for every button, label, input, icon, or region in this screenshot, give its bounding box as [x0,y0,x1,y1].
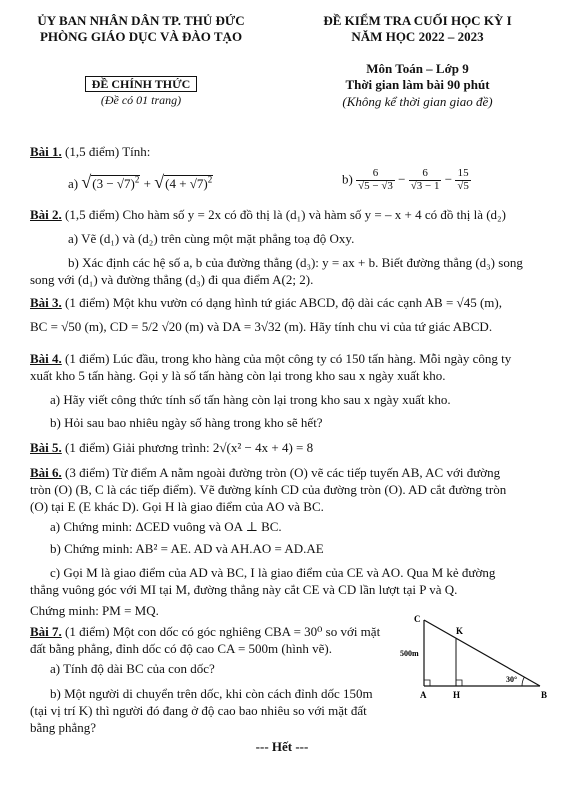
height-label: 500m [400,649,419,658]
bai7-b-line1: b) Một người di chuyển trên dốc, khi còn cách đỉnh dốc 150m [50,686,373,701]
bai7-line1 [30,625,380,640]
angle-label: 30° [506,675,518,684]
bai6-text3: (O) tại E (E khác D). Gọi H là giao điểm của AO và BC. [30,499,324,514]
bai4-label: Bài 4. [30,351,62,366]
bai4-text2: xuất kho 5 tấn hàng. Gọi y là số tấn hàng còn lại trong kho sau x ngày xuất kho. [30,368,446,383]
bai1-heading [30,145,150,160]
segment-cb [424,620,540,686]
bai7-text1: (1 điểm) Một con dốc có góc nghiêng CBA = 30⁰ so với mặt [65,624,381,639]
bai2-heading [30,208,506,223]
bai3-text1: (1 điểm) Một khu vườn có dạng hình tứ giác ABCD, độ dài các cạnh AB = √45 (m), [65,295,502,310]
bai6-c-line1: c) Gọi M là giao điểm của AD và BC, I là giao điểm của CE và AO. Qua M kẻ đường [50,565,496,580]
right-angle-a [424,680,430,686]
bai1-part-a: a) $√(3 - √7)^2 + √(4 + √7)^2$ [68,172,213,192]
bai1-b-frac1: $\frac{6}{√5 - √3}$ [358,167,393,192]
bai1-b-frac3: $\frac{15}{√5}$ [457,167,469,192]
end-marker: --- Hết --- [255,739,309,754]
bai7-b-line3: bằng phẳng? [30,720,97,735]
subject: Môn Toán – Lớp 9 [366,61,469,76]
header-department: PHÒNG GIÁO DỤC VÀ ĐÀO TẠO [39,29,243,44]
bai7-b-line2: (tại vị trí K) thì người đó đang ở độ cao bao nhiêu so với mặt đất [30,703,367,718]
point-h-label: H [453,690,461,700]
bai2-text: (1,5 điểm) Cho hàm số y = 2x có đồ thị là (d₁) và hàm số y = – x + 4 có đồ thị là (d₂) [65,207,506,222]
bai4-line1 [30,352,511,367]
bai3-line1 [30,296,502,311]
pages-note: (Đề có 01 trang) [100,93,182,107]
bai1-part-b: b) $\frac{6}{√5 - √3}$ − $\frac{6}{√3 - 1}$ − $\frac{15}{√5}$ [342,167,469,192]
bai7-label: Bài 7. [30,624,62,639]
school-year: NĂM HỌC 2022 – 2023 [351,29,484,44]
bai1-a-plus: + [143,176,151,191]
angle-arc-b [522,677,524,686]
bai4-a: a) Hãy viết công thức tính số tấn hàng còn lại trong kho sau x ngày xuất kho. [50,392,451,407]
bai6-a: a) Chứng minh: ΔCED vuông và OA ⊥ BC. [50,519,282,534]
bai5-label: Bài 5. [30,440,62,455]
bai6-text2: tròn (O) (B, C là các tiếp điểm). Vẽ đường kính CD của đường tròn (O). AD cắt đường tròn [30,482,507,497]
bai6-c-line3: Chứng minh: PM = MQ. [30,603,159,618]
bai2-b-line2: song với (d₁) và đường thẳng (d₃) đi qua điểm A(2; 2). [30,272,314,287]
bai3-label: Bài 3. [30,295,62,310]
bai6-c-line2: thẳng vuông góc với MI tại M, đường thẳng này cắt CE và CD lần lượt tại P và Q. [30,582,458,597]
duration-note: (Không kể thời gian giao đề) [342,94,493,109]
bai6-label: Bài 6. [30,465,62,480]
bai2-label: Bài 2. [30,207,62,222]
bai4-text1: (1 điểm) Lúc đầu, trong kho hàng của một công ty có 150 tấn hàng. Mỗi ngày công ty [65,351,512,366]
bai4-b: b) Hỏi sau bao nhiêu ngày số hàng trong kho sẽ hết? [50,415,323,430]
bai2-a: a) Vẽ (d₁) và (d₂) trên cùng một mặt phẳng toạ độ Oxy. [68,231,355,246]
bai6-text1: (3 điểm) Từ điểm A nằm ngoài đường tròn (O) vẽ các tiếp tuyến AB, AC với đường [65,465,501,480]
bai1-label: Bài 1. [30,144,62,159]
bai6-line1 [30,466,500,481]
bai7-a: a) Tính độ dài BC của con dốc? [50,661,215,676]
point-a-label: A [420,690,427,700]
bai5-text: (1 điểm) Giải phương trình: 2√(x² − 4x + 4) = 8 [65,440,314,455]
official-label: ĐỀ CHÍNH THỨC [85,76,198,92]
bai1-b-frac2: $\frac{6}{√3 - 1}$ [410,167,440,192]
point-k-label: K [456,626,464,636]
right-angle-h [456,680,462,686]
bai1-intro: (1,5 điểm) Tính: [65,144,151,159]
bai6-b: b) Chứng minh: AB² = AE. AD và AH.AO = AD.AE [50,541,324,556]
point-b-label: B [541,690,548,700]
exam-title: ĐỀ KIỂM TRA CUỐI HỌC KỲ I [323,13,512,28]
bai1-b-label: b) [342,171,353,187]
bai5-line [30,441,313,456]
duration: Thời gian làm bài 90 phút [345,77,490,92]
bai1-a-label: a) [68,176,79,191]
header-committee: ỦY BAN NHÂN DÂN TP. THỦ ĐỨC [37,13,245,28]
bai2-b-line1: b) Xác định các hệ số a, b của đường thẳng (d₃): y = ax + b. Biết đường thẳng (d₃) song [68,255,523,270]
bai3-text2: BC = √50 (m), CD = 5/2 √20 (m) và DA = 3√32 (m). Hãy tính chu vi của tứ giác ABCD. [30,319,493,334]
bai1-a-term1: (3 − √7) [92,176,135,191]
point-c-label: C [414,614,421,624]
bai7-text2: đất bằng phẳng, đỉnh dốc có độ cao CA = 500m (hình vẽ). [30,641,332,656]
slope-figure [400,614,560,704]
official-label-box [76,78,206,92]
bai1-a-term2: (4 + √7) [165,176,208,191]
